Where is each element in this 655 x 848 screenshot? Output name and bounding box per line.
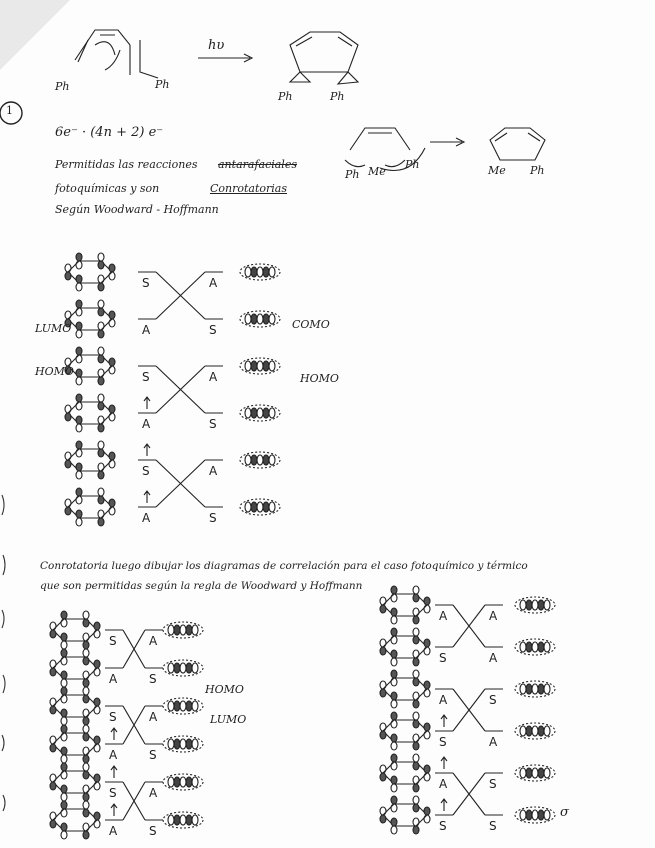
right-symmetry-label: A	[209, 276, 218, 290]
para1-line2: fotoquímicas y son	[55, 182, 160, 195]
side-prod-ph: Ph	[530, 164, 545, 177]
reactant-mo-4	[65, 394, 115, 432]
reactant-mo-6	[380, 796, 430, 834]
left-symmetry-label: S	[109, 786, 117, 800]
product-mo-2	[515, 639, 555, 655]
right-symmetry-label: A	[489, 609, 498, 623]
product-mo-5	[515, 765, 555, 781]
right-symmetry-label: S	[489, 777, 497, 791]
diagram1-como-label: COMO	[292, 318, 330, 331]
electron-arrow	[111, 804, 117, 816]
right-symmetry-label: S	[149, 672, 157, 686]
reactant-mo-4	[380, 712, 430, 750]
product-mo-4	[163, 736, 203, 752]
reactant-ph-right: Ph	[155, 78, 170, 91]
left-symmetry-label: S	[109, 634, 117, 648]
side-me: Me	[368, 165, 386, 178]
side-product	[490, 128, 545, 160]
left-symmetry-label: S	[142, 464, 150, 478]
product-mo-1	[515, 597, 555, 613]
reactant-mo-3	[380, 670, 430, 708]
para1-struck: antarafaciales	[218, 158, 297, 171]
right-symmetry-label: S	[489, 819, 497, 833]
right-symmetry-label: S	[209, 511, 217, 525]
diagram1-orbitals	[65, 253, 280, 526]
product-ph-right: Ph	[330, 90, 345, 103]
product-mo-3	[163, 698, 203, 714]
product-mo-6	[240, 499, 280, 515]
left-symmetry-label: A	[439, 609, 448, 623]
product-ph-left: Ph	[278, 90, 293, 103]
reactant-mo-4	[50, 725, 100, 763]
electron-arrow	[111, 728, 117, 740]
right-symmetry-label: A	[149, 786, 158, 800]
reactant-mo-1	[380, 586, 430, 624]
right-symmetry-label: A	[489, 651, 498, 665]
right-symmetry-label: A	[209, 464, 218, 478]
left-symmetry-label: S	[439, 735, 447, 749]
right-symmetry-label: A	[489, 735, 498, 749]
right-symmetry-label: A	[149, 634, 158, 648]
right-symmetry-label: S	[149, 748, 157, 762]
left-symmetry-label: A	[109, 672, 118, 686]
left-symmetry-label: A	[109, 824, 118, 838]
reactant-mo-2	[380, 628, 430, 666]
reactant-mo-6	[65, 488, 115, 526]
section-number: 1	[6, 104, 13, 117]
left-symmetry-label: S	[142, 276, 150, 290]
right-symmetry-label: S	[209, 323, 217, 337]
electron-arrow	[144, 397, 150, 409]
product-cyclohexadiene	[290, 32, 358, 84]
side-arrow	[430, 138, 464, 146]
side-prod-me: Me	[488, 164, 506, 177]
para2-line2: que son permitidas según la regla de Woodward y Hoffmann	[40, 580, 363, 592]
right-symmetry-label: A	[149, 710, 158, 724]
right-symmetry-label: S	[149, 824, 157, 838]
reactant-mo-1	[50, 611, 100, 649]
reactant-mo-6	[50, 801, 100, 839]
product-mo-3	[515, 681, 555, 697]
hv-arrow	[198, 54, 252, 62]
product-mo-1	[240, 264, 280, 280]
left-symmetry-label: S	[439, 651, 447, 665]
para2-line1: Conrotatoria luego dibujar los diagramas de correlación para el caso fotoquímico y térmico	[40, 560, 528, 572]
product-mo-5	[240, 452, 280, 468]
para1-underlined: Conrotatorias	[210, 182, 288, 195]
product-mo-2	[163, 660, 203, 676]
right-symmetry-label: S	[489, 693, 497, 707]
product-mo-1	[163, 622, 203, 638]
right-symmetry-label: A	[209, 370, 218, 384]
diagram1-homo: HOMO	[35, 365, 74, 378]
electron-count: 6e⁻ · (4n + 2) e⁻	[55, 125, 164, 140]
reactant-hexatriene	[75, 30, 158, 78]
product-mo-4	[515, 723, 555, 739]
reactant-mo-5	[380, 754, 430, 792]
reactant-mo-1	[65, 253, 115, 291]
reactant-mo-5	[50, 763, 100, 801]
diagram3-sigma: σ	[560, 805, 569, 820]
product-mo-6	[515, 807, 555, 823]
left-symmetry-label: A	[109, 748, 118, 762]
electron-arrow	[111, 766, 117, 778]
para1-line1: Permitidas las reacciones	[55, 158, 198, 171]
side-ph2: Ph	[405, 158, 420, 171]
product-mo-5	[163, 774, 203, 790]
reactant-mo-3	[50, 687, 100, 725]
reactant-mo-2	[65, 300, 115, 338]
left-symmetry-label: A	[439, 693, 448, 707]
product-mo-6	[163, 812, 203, 828]
side-ph: Ph	[345, 168, 360, 181]
reactant-mo-2	[50, 649, 100, 687]
electron-arrow	[144, 444, 150, 456]
left-symmetry-label: S	[142, 370, 150, 384]
left-symmetry-label: S	[109, 710, 117, 724]
hv-label: hυ	[208, 38, 225, 53]
reactant-ph-left: Ph	[55, 80, 70, 93]
diagram2-lumo-label: LUMO	[210, 713, 247, 726]
product-mo-3	[240, 358, 280, 374]
para1-line3: Según Woodward - Hoffmann	[55, 203, 219, 216]
diagram1-homo-label: HOMO	[300, 372, 339, 385]
electron-arrow	[144, 491, 150, 503]
reactant-mo-5	[65, 441, 115, 479]
diagram1-lumo: LUMO	[35, 322, 72, 335]
margin-marks	[2, 495, 5, 811]
diagram2-orbitals	[50, 611, 203, 839]
electron-arrow	[441, 715, 447, 727]
left-symmetry-label: A	[142, 417, 151, 431]
left-symmetry-label: A	[142, 511, 151, 525]
left-symmetry-label: A	[439, 777, 448, 791]
electron-arrow	[441, 757, 447, 769]
electron-arrow	[441, 799, 447, 811]
diagram2-homo-label: HOMO	[205, 683, 244, 696]
left-symmetry-label: A	[142, 323, 151, 337]
product-mo-4	[240, 405, 280, 421]
product-mo-2	[240, 311, 280, 327]
right-symmetry-label: S	[209, 417, 217, 431]
left-symmetry-label: S	[439, 819, 447, 833]
